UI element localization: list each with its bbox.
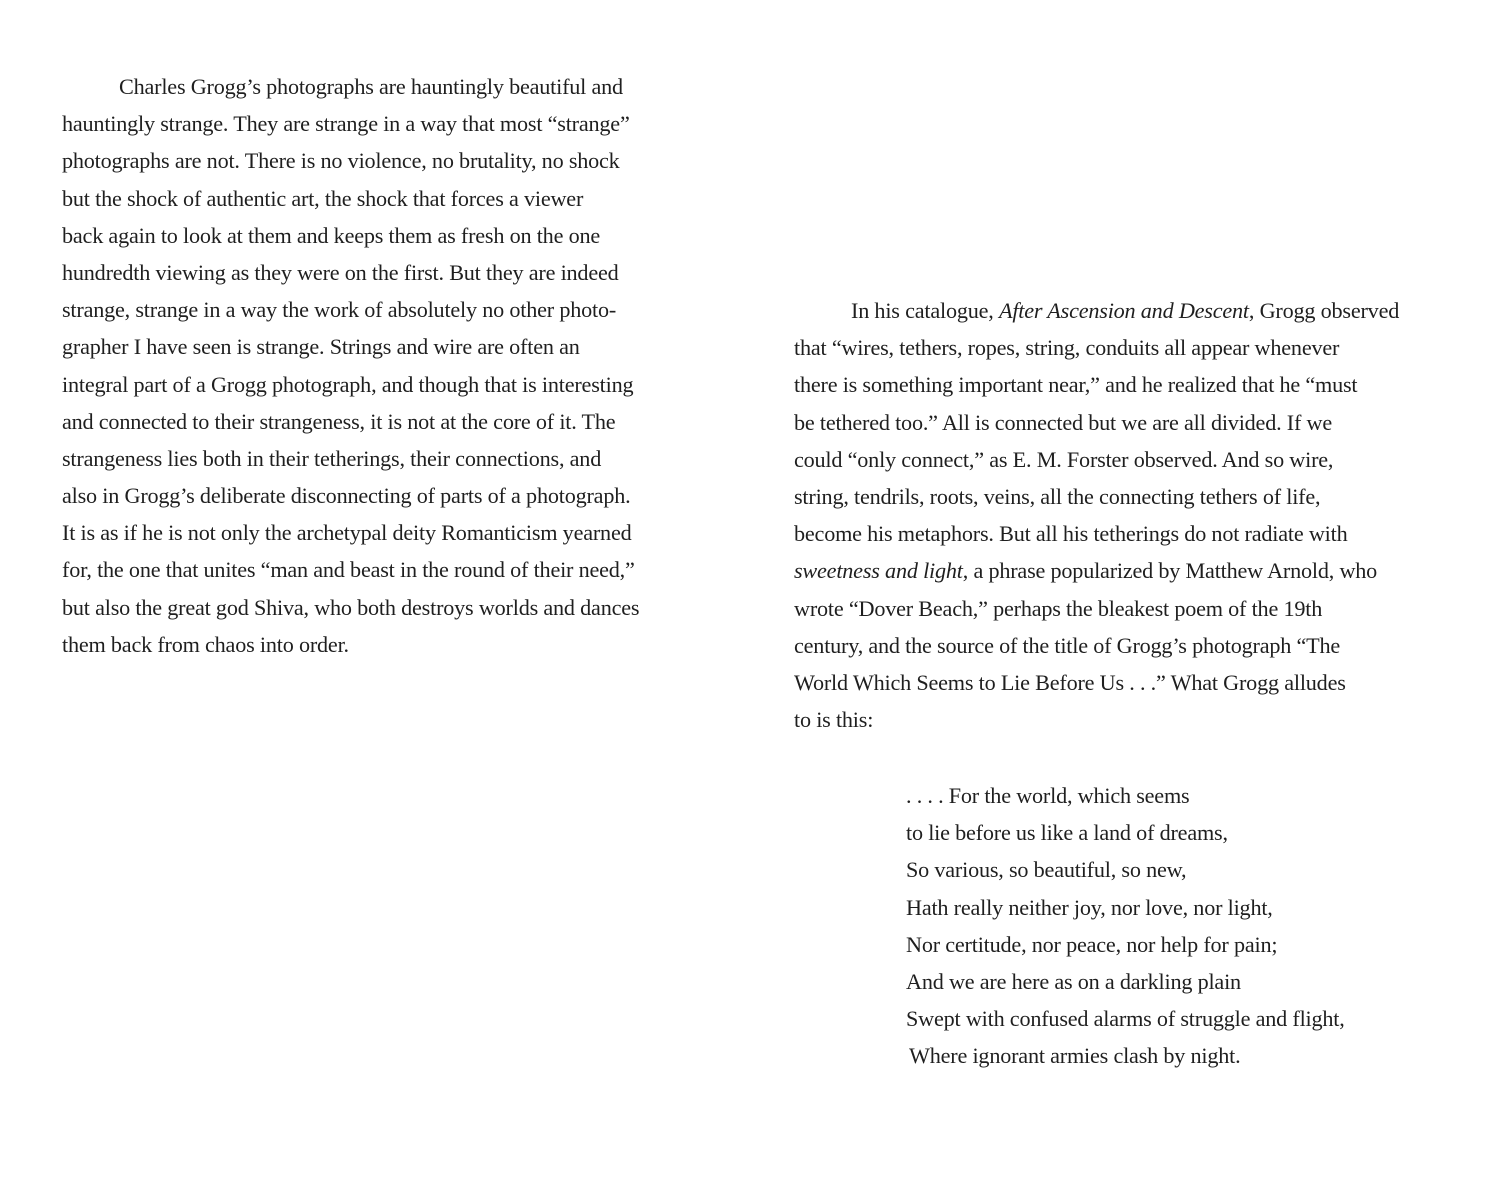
text-line: but also the great god Shiva, who both destroys worlds and dances <box>62 594 640 620</box>
left-paragraph <box>62 68 734 663</box>
text-line: to is this: <box>794 707 874 733</box>
text-segment: In his catalogue, <box>851 298 999 323</box>
poem-line: Nor certitude, nor peace, nor help for pain; <box>906 931 1278 957</box>
text-line: there is something important near,” and he realized that he “must <box>794 372 1358 398</box>
poem-line: . . . . For the world, which seems <box>906 783 1190 808</box>
poem-line: And we are here as on a darkling plain <box>906 968 1241 994</box>
text-line: back again to look at them and keeps them as fresh on the one <box>62 222 601 248</box>
text-line: string, tendrils, roots, veins, all the connecting tethers of life, <box>794 483 1321 509</box>
text-line <box>794 292 1454 329</box>
right-page <box>750 0 1500 1200</box>
text-line: wrote “Dover Beach,” perhaps the bleakest poem of the 19th <box>794 595 1323 621</box>
text-line: grapher I have seen is strange. Strings and wire are often an <box>62 334 580 360</box>
poem-line: Where ignorant armies clash by night. <box>909 1043 1241 1069</box>
catalogue-title: After Ascension and Descent <box>998 298 1249 323</box>
text-line: century, and the source of the title of Grogg’s photograph “The <box>794 632 1341 658</box>
text-segment: , a phrase popularized by Matthew Arnold, who <box>962 558 1378 584</box>
text-line: hauntingly strange. They are strange in a way that most “strange” <box>62 111 630 137</box>
right-paragraph <box>794 292 1454 738</box>
poem-quote <box>906 777 1345 1075</box>
text-line: World Which Seems to Lie Before Us . . .” What Grogg alludes <box>794 669 1346 695</box>
poem-line: to lie before us like a land of dreams, <box>906 820 1228 846</box>
text-line: photographs are not. There is no violence, no brutality, no shock <box>62 148 620 174</box>
text-line: for, the one that unites “man and beast in the round of their need,” <box>62 557 635 583</box>
text-line: and connected to their strangeness, it is not at the core of it. The <box>62 408 616 434</box>
text-line: It is as if he is not only the archetypal deity Romanticism yearned <box>62 520 632 546</box>
poem-line: Hath really neither joy, nor love, nor light, <box>906 894 1273 920</box>
text-line: that “wires, tethers, ropes, string, conduits all appear whenever <box>794 335 1340 361</box>
text-line: become his metaphors. But all his tetherings do not radiate with <box>794 521 1348 547</box>
text-segment: , Grogg observed <box>1248 298 1400 323</box>
text-line: Charles Grogg’s photographs are hauntingly beautiful and <box>119 74 623 99</box>
text-line: strangeness lies both in their tetherings, their connections, and <box>62 445 602 471</box>
italic-phrase: sweetness and light <box>794 558 963 584</box>
text-line: be tethered too.” All is connected but we are all divided. If we <box>794 409 1332 435</box>
text-line: integral part of a Grogg photograph, and though that is interesting <box>62 371 634 397</box>
text-line <box>794 552 1454 589</box>
text-line: could “only connect,” as E. M. Forster observed. And so wire, <box>794 446 1334 472</box>
text-line: them back from chaos into order. <box>62 631 349 657</box>
poem-line: So various, so beautiful, so new, <box>906 857 1187 883</box>
text-line: hundredth viewing as they were on the first. But they are indeed <box>62 259 619 285</box>
text-line: strange, strange in a way the work of absolutely no other photo- <box>62 297 617 323</box>
text-line: also in Grogg’s deliberate disconnecting of parts of a photograph. <box>62 483 631 509</box>
text-line: but the shock of authentic art, the shock that forces a viewer <box>62 185 584 211</box>
poem-line: Swept with confused alarms of struggle and flight, <box>906 1006 1345 1032</box>
